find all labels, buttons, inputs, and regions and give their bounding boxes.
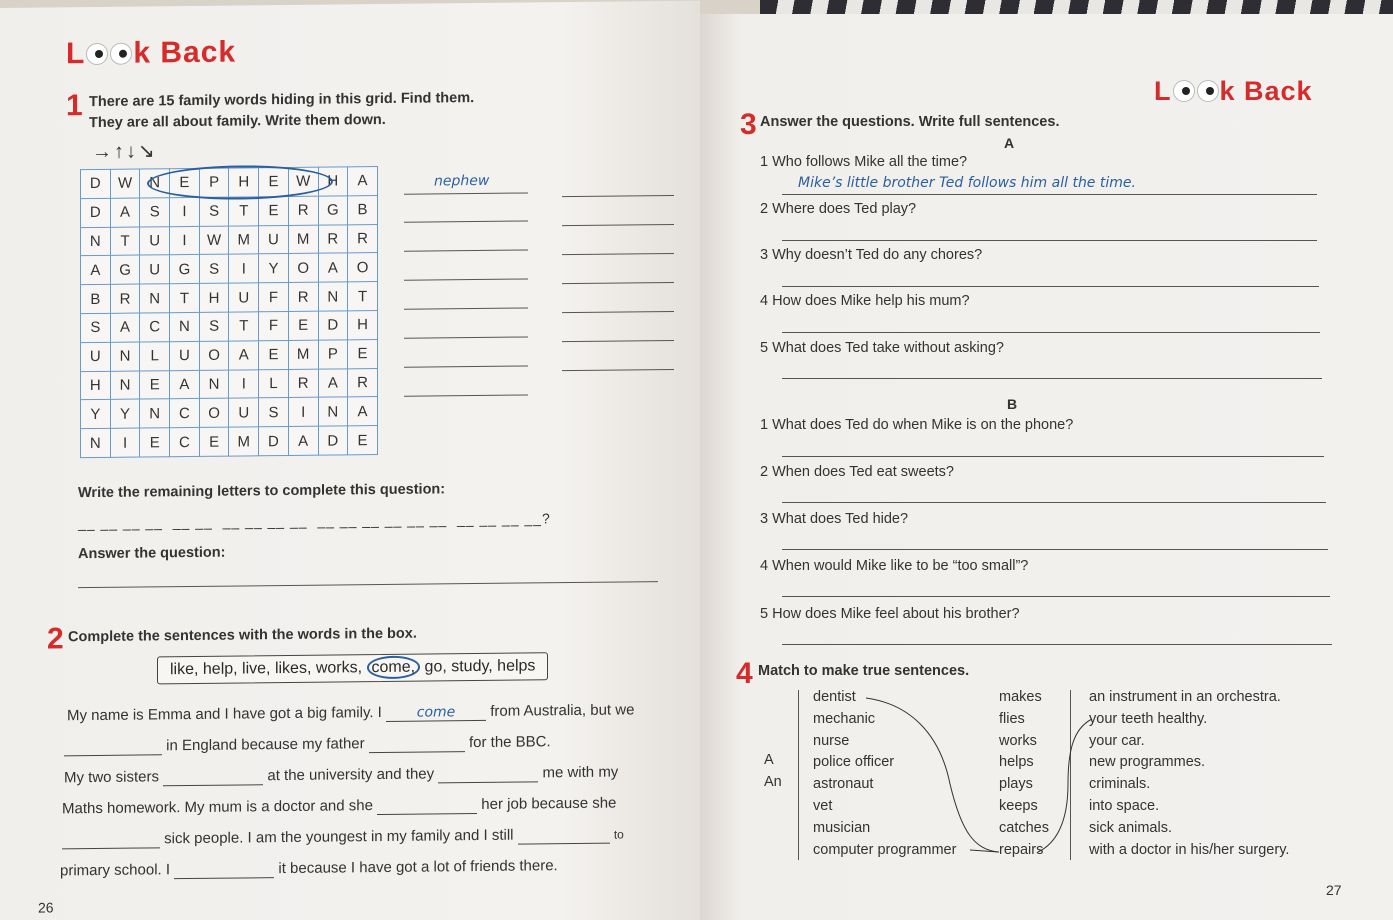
match-item[interactable]: sick animals. [1089, 819, 1172, 836]
grid-cell[interactable]: W [288, 167, 318, 196]
question: 4 When would Mike like to be “too small”? [760, 558, 1029, 574]
exercise-number: 1 [66, 89, 83, 123]
match-item[interactable]: dentist [813, 689, 856, 705]
match-item[interactable]: vet [813, 797, 833, 814]
grid-cell[interactable]: T [110, 227, 140, 256]
question: 2 Where does Ted play? [760, 201, 917, 217]
grid-row [81, 311, 378, 343]
grid-cell[interactable]: R [288, 369, 318, 398]
match-item[interactable]: keeps [999, 797, 1038, 814]
answer-line[interactable] [562, 282, 674, 284]
grid-cell[interactable]: S [199, 312, 229, 341]
match-line [866, 698, 998, 852]
look-back-logo: L k Back [1154, 76, 1313, 106]
match-item[interactable]: musician [813, 819, 871, 836]
match-item[interactable]: nurse [813, 732, 850, 749]
match-item[interactable]: computer programmer [813, 841, 957, 858]
blank[interactable] [163, 767, 263, 786]
grid-cell[interactable]: U [170, 341, 200, 370]
grid-cell[interactable]: B [348, 195, 378, 224]
grid-cell[interactable]: S [199, 197, 229, 226]
grid-cell[interactable]: B [81, 285, 111, 314]
grid-cell[interactable]: A [288, 426, 318, 455]
grid-cell[interactable]: H [81, 371, 111, 400]
sentence-line: My name is Emma and I have got a big family. I come from Australia, but we [67, 701, 635, 725]
written-answer: Mike’s little brother Ted follows him all the time. [798, 175, 1136, 191]
blank[interactable] [369, 734, 465, 753]
exercise-number: 2 [47, 622, 64, 656]
circled-word: come, [367, 656, 421, 680]
grid-cell[interactable]: E [199, 427, 229, 456]
grid-cell[interactable]: R [348, 368, 378, 397]
grid-cell[interactable]: M [229, 225, 259, 254]
grid-row [81, 224, 378, 256]
question: 1 What does Ted do when Mike is on the phone? [760, 417, 1074, 433]
exercise-number: 3 [740, 108, 757, 141]
match-item[interactable]: astronaut [813, 776, 874, 793]
eye-icon [86, 43, 108, 65]
grid-cell[interactable]: I [229, 369, 259, 398]
match-item[interactable]: works [999, 732, 1037, 749]
grid-cell[interactable]: I [170, 226, 200, 255]
sentence-line: My two sisters at the university and they me with my [64, 763, 619, 787]
grid-cell[interactable]: P [318, 340, 348, 369]
grid-cell[interactable]: T [170, 284, 200, 313]
blank[interactable] [64, 737, 162, 756]
grid-cell[interactable]: G [110, 255, 140, 284]
grid-cell[interactable]: N [140, 399, 170, 428]
grid-cell[interactable]: R [318, 224, 348, 253]
grid-cell[interactable]: S [81, 313, 111, 342]
grid-cell[interactable]: I [288, 398, 318, 427]
match-item[interactable]: helps [999, 754, 1034, 771]
grid-cell[interactable]: H [318, 167, 348, 196]
grid-cell[interactable]: H [348, 311, 378, 340]
match-item[interactable]: new programmes. [1089, 754, 1206, 771]
blank[interactable] [62, 830, 160, 849]
eye-icon [110, 43, 132, 65]
match-item[interactable]: criminals. [1089, 776, 1151, 793]
match-item[interactable]: repairs [999, 841, 1044, 858]
answer-line[interactable] [562, 224, 674, 226]
grid-cell[interactable]: W [110, 169, 140, 198]
grid-cell[interactable]: U [259, 225, 289, 254]
grid-cell[interactable]: N [170, 312, 200, 341]
match-item[interactable]: into space. [1089, 797, 1160, 814]
blank[interactable] [377, 796, 477, 815]
grid-cell[interactable]: L [259, 369, 289, 398]
grid-row [81, 368, 378, 400]
answer-question-label: Answer the question: [78, 544, 226, 563]
grid-cell[interactable]: U [229, 398, 259, 427]
grid-cell[interactable]: F [259, 283, 289, 312]
match-item[interactable]: an instrument in an orchestra. [1089, 689, 1281, 705]
grid-cell[interactable]: N [199, 370, 229, 399]
remaining-letters-instruction: Write the remaining letters to complete this question: [78, 481, 446, 502]
grid-cell[interactable]: E [140, 370, 170, 399]
grid-cell[interactable]: R [348, 224, 378, 253]
answer-line[interactable] [404, 220, 528, 222]
match-item[interactable]: police officer [813, 754, 895, 771]
article-column: A An [764, 752, 782, 790]
question: 5 What does Ted take without asking? [760, 340, 1004, 356]
answer-line[interactable] [562, 340, 674, 342]
grid-cell[interactable]: M [229, 427, 259, 456]
grid-cell[interactable]: H [229, 168, 259, 197]
match-item[interactable]: flies [999, 710, 1025, 727]
sentence-line: sick people. I am the youngest in my family and I still to [62, 825, 624, 849]
grid-cell[interactable]: N [318, 397, 348, 426]
exercise-instruction: Answer the questions. Write full sentences. [760, 114, 1060, 130]
grid-cell[interactable]: E [259, 167, 289, 196]
grid-cell[interactable]: C [140, 313, 170, 342]
section-label-b: B [1007, 396, 1018, 412]
grid-cell[interactable]: P [199, 168, 229, 197]
answer-line[interactable] [404, 278, 528, 280]
answer-line[interactable] [78, 581, 658, 588]
answer-line[interactable] [404, 336, 528, 338]
grid-cell[interactable]: I [110, 428, 140, 457]
grid-cell[interactable]: S [199, 254, 229, 283]
grid-cell[interactable]: E [140, 428, 170, 457]
page-number: 27 [1326, 882, 1342, 898]
grid-cell[interactable]: A [348, 397, 378, 426]
grid-cell[interactable]: U [229, 283, 259, 312]
grid-cell[interactable]: N [110, 342, 140, 371]
grid-cell[interactable]: H [199, 283, 229, 312]
grid-cell[interactable]: E [259, 196, 289, 225]
grid-cell[interactable]: Y [110, 399, 140, 428]
question: 4 How does Mike help his mum? [760, 293, 970, 309]
grid-cell[interactable]: D [318, 311, 348, 340]
grid-cell[interactable]: N [81, 227, 111, 256]
grid-cell[interactable]: L [140, 342, 170, 371]
match-item[interactable]: makes [999, 689, 1042, 705]
match-item[interactable]: with a doctor in his/her surgery. [1089, 841, 1290, 858]
question: 3 What does Ted hide? [760, 511, 909, 527]
right-page [700, 14, 1393, 920]
grid-cell[interactable]: T [229, 197, 259, 226]
grid-cell[interactable]: E [170, 168, 200, 197]
grid-cell[interactable]: C [170, 399, 200, 428]
grid-cell[interactable]: D [81, 198, 111, 227]
grid-cell[interactable]: G [318, 196, 348, 225]
grid-cell[interactable]: I [229, 254, 259, 283]
answer-line[interactable] [562, 369, 674, 371]
question: 5 How does Mike feel about his brother? [760, 606, 1020, 622]
answer-line[interactable] [404, 365, 528, 367]
grid-row [81, 195, 378, 227]
match-line [1038, 719, 1092, 852]
grid-cell[interactable]: M [288, 225, 318, 254]
exercise-instruction: Match to make true sentences. [758, 663, 970, 679]
grid-cell[interactable]: U [140, 255, 170, 284]
grid-cell[interactable]: A [81, 256, 111, 285]
grid-row [81, 339, 378, 371]
grid-cell[interactable]: A [229, 341, 259, 370]
grid-cell[interactable]: Y [81, 400, 111, 429]
grid-cell[interactable]: E [348, 426, 378, 455]
grid-cell[interactable]: U [140, 226, 170, 255]
grid-cell[interactable]: I [170, 197, 200, 226]
grid-row [81, 426, 378, 458]
answer-line[interactable] [562, 195, 674, 197]
grid-cell[interactable]: O [199, 341, 229, 370]
sentence-line: in England because my father for the BBC. [64, 733, 551, 756]
word-search-grid [80, 166, 378, 458]
sentence-line: primary school. I it because I have got a lot of friends there. [60, 857, 558, 880]
grid-cell[interactable]: D [81, 169, 111, 198]
grid-row [81, 253, 378, 285]
grid-cell[interactable]: E [348, 339, 378, 368]
question: 1 Who follows Mike all the time? [760, 154, 968, 170]
grid-cell[interactable]: D [318, 426, 348, 455]
section-label-a: A [1004, 135, 1015, 151]
left-page [0, 1, 700, 920]
grid-cell[interactable]: R [110, 284, 140, 313]
grid-cell[interactable]: N [140, 284, 170, 313]
grid-cell[interactable]: F [259, 311, 289, 340]
grid-cell[interactable]: M [288, 340, 318, 369]
grid-cell[interactable]: A [348, 167, 378, 196]
grid-cell[interactable]: E [259, 340, 289, 369]
direction-arrows-icon: →↑↓↘ [92, 140, 157, 164]
grid-cell[interactable]: A [318, 253, 348, 282]
exercise-instruction: There are 15 family words hiding in this grid. Find them. They are all about family. Write them down. [89, 90, 475, 132]
blank[interactable] [174, 860, 274, 879]
grid-cell[interactable]: N [110, 371, 140, 400]
match-item[interactable]: mechanic [813, 710, 876, 727]
answer-line[interactable] [404, 394, 528, 396]
question: 2 When does Ted eat sweets? [760, 464, 954, 480]
match-lines [700, 14, 1393, 920]
grid-cell[interactable]: A [170, 370, 200, 399]
look-back-logo: L k Back [66, 35, 237, 71]
grid-cell[interactable]: R [288, 196, 318, 225]
grid-cell[interactable]: N [81, 429, 111, 458]
answer-line[interactable] [404, 192, 528, 194]
grid-cell[interactable]: Y [259, 254, 289, 283]
grid-cell[interactable]: C [170, 428, 200, 457]
exercise-instruction: Complete the sentences with the words in the box. [68, 625, 417, 646]
answer-line[interactable] [404, 249, 528, 251]
page-number: 26 [38, 899, 54, 916]
grid-cell[interactable]: S [259, 398, 289, 427]
sentence-line: Maths homework. My mum is a doctor and she her job because she [62, 794, 617, 818]
grid-cell[interactable]: O [288, 254, 318, 283]
answer-line[interactable] [562, 253, 674, 255]
grid-cell[interactable]: T [348, 282, 378, 311]
hidden-question-blanks[interactable]: __ __ __ __ __ __ __ __ __ __ __ __ __ __ __ __ __ __ __ __? [78, 510, 551, 532]
grid-cell[interactable]: G [170, 255, 200, 284]
grid-cell[interactable]: A [110, 198, 140, 227]
blank[interactable] [438, 764, 538, 783]
grid-cell[interactable]: D [259, 427, 289, 456]
grid-cell[interactable]: N [140, 169, 170, 198]
match-item[interactable]: catches [999, 819, 1049, 836]
grid-cell[interactable]: A [110, 313, 140, 342]
grid-cell[interactable]: T [229, 312, 259, 341]
match-item[interactable]: plays [999, 776, 1033, 793]
match-item[interactable]: your car. [1089, 732, 1145, 749]
match-item[interactable]: your teeth healthy. [1089, 710, 1208, 727]
grid-cell[interactable]: O [348, 253, 378, 282]
grid-row [81, 282, 378, 314]
question: 3 Why doesn’t Ted do any chores? [760, 247, 983, 263]
answer-line[interactable] [404, 307, 528, 309]
blank[interactable] [518, 826, 610, 845]
grid-cell[interactable]: U [81, 342, 111, 371]
exercise-number: 4 [736, 657, 753, 690]
grid-cell[interactable]: E [288, 311, 318, 340]
grid-cell[interactable]: O [199, 398, 229, 427]
grid-row [81, 397, 378, 429]
answer-line[interactable] [562, 311, 674, 313]
answer-nephew: nephew [434, 172, 490, 190]
word-box: like, help, live, likes, works, come, go, study, helps [157, 652, 548, 684]
grid-cell[interactable]: S [140, 198, 170, 227]
grid-cell[interactable]: R [288, 282, 318, 311]
grid-cell[interactable]: N [318, 282, 348, 311]
grid-cell[interactable]: A [318, 368, 348, 397]
blank-answer[interactable]: come [386, 704, 486, 722]
grid-cell[interactable]: W [199, 226, 229, 255]
